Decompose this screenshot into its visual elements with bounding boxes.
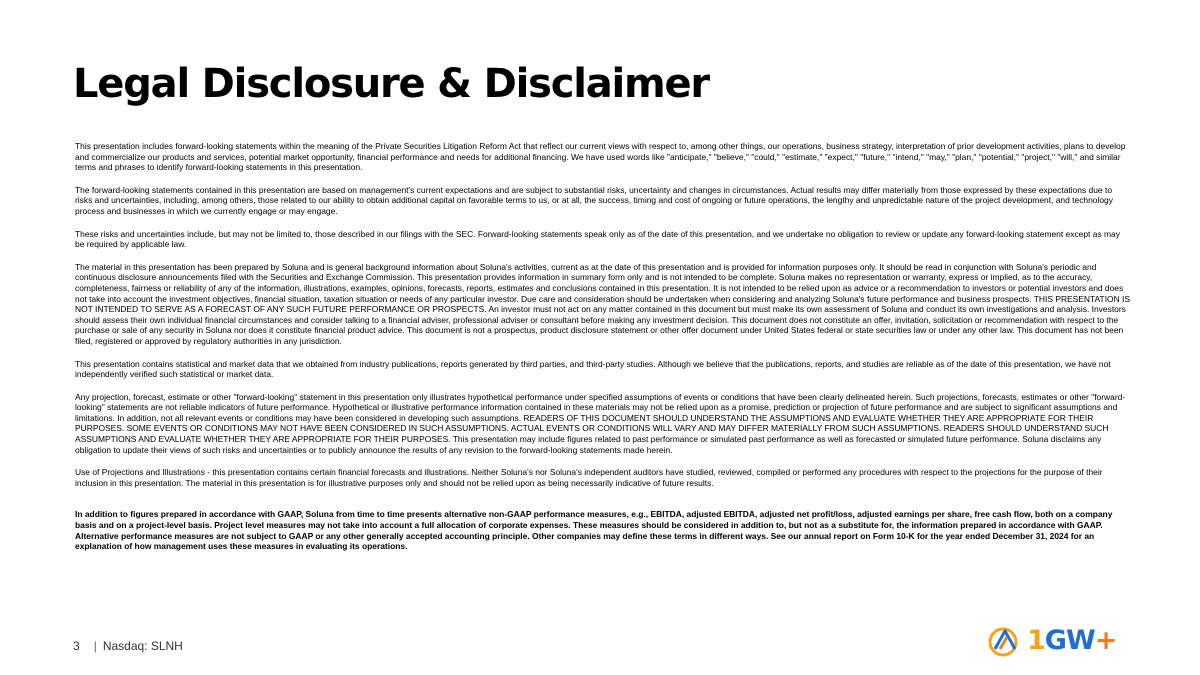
paragraph-illustrations: Use of Projections and Illustrations - this presentation contains certain financial forecasts and illustrations. Neither Soluna's nor Soluna's independent auditors have studied, reviewed, compiled or performed any procedures with respect to the projections for the purpose of their inclusion in this presentation. The material in this presentation is for illustrative purposes only and should not be relied upon as being necessarily indicative of future results. [75,467,1103,488]
footer-separator: | [93,639,97,653]
paragraph-risks: The forward-looking statements contained in this presentation are based on management's current expectations and are subject to substantial risks, uncertainty and changes in circumstances. Actual results may differ materially from those expressed by these expectations due to risks and uncertainties, including, among others, those related to our ability to obtain additional capital on favorable terms to us, or at all, the success, timing and cost of ongoing or future operations, the lengthy and unpredictable nature of the project development, and technology process and businesses in which we currently engage or may engage. [75,184,1113,216]
page-number: 3 [73,639,80,653]
page-title: Legal Disclosure & Disclaimer [73,61,709,107]
paragraph-projections: Any projection, forecast, estimate or other "forward-looking" statement in this presentation only illustrates hypothetical performance under specified assumptions of events or conditions that have been clearly delineated herein. Such projections, forecasts, estimates or other "forward-looking" statements are not reliable indicators of future performance. Hypothetical or illustrative performance information contained in these materials may not be relied upon as a promise, prediction or projection of future performance and are subject to significant assumptions and limitations. In addition, not all relevant events or conditions may have been considered in developing such assumptions. READERS OF THIS DOCUMENT SHOULD UNDERSTAND THE ASSUMPTIONS AND EVALUATE WHETHER THEY ARE APPROPRIATE FOR THEIR PURPOSES. SOME EVENTS OR CONDITIONS MAY NOT HAVE BEEN CONSIDERED IN SUCH ASSUMPTIONS. ACTUAL EVENTS OR CONDITIONS WILL VARY AND MAY DIFFER MATERIALLY FROM SUCH ASSUMPTIONS. READERS SHOULD UNDERSTAND SUCH ASSUMPTIONS AND EVALUATE WHETHER THEY ARE APPROPRIATE FOR THEIR PURPOSES. This presentation may include figures related to past performance or simulated past performance as well as forecasted or simulated future performance. Soluna disclaims any obligation to update their views of such risks and uncertainties or to publicly announce the results of any revision to the forward-looking statements made herein. [75,391,1126,455]
paragraph-non-gaap: In addition to figures prepared in accordance with GAAP, Soluna from time to time presents alternative non-GAAP performance measures, e.g., EBITDA, adjusted EBITDA, adjusted net profit/loss, adjusted earnings per share, free cash flow, both on a company basis and on a project-level basis. Project level measures may not take into account a full allocation of corporate expenses. These measures should be considered in addition to, but not as a substitute for, the information prepared in accordance with GAAP. Alternative performance measures are not subject to GAAP or any other generally accepted accounting principle. Other companies may define these terms in different ways. See our annual report on Form 10-K for the year ended December 31, 2024 for an explanation of how management uses these measures in evaluating its operations. [75,509,1113,552]
paragraph-sec-filings: These risks and uncertainties include, but may not be limited to, those described in our filings with the SEC. Forward-looking statements speak only as of the date of this presentation, and we undertake no obligation to review or update any forward-looking statement except as may be required by applicable law. [75,228,1120,250]
logo-text-1: 1 [1027,625,1045,656]
paragraph-market-data: This presentation contains statistical and market data that we obtained from industry publications, reports generated by third parties, and third-party studies. Although we believe that the publications, reports, and studies are reliable as of the date of this presentation, we have not independently verified such statistical or market data. [75,358,1111,380]
logo-text-gw: GW [1044,625,1095,656]
soluna-mark-icon [987,623,1025,659]
disclaimer-body [75,141,1131,564]
company-logo [987,623,1132,659]
ticker-label: Nasdaq: SLNH [102,639,183,653]
logo-text-plus: + [1094,625,1117,656]
logo-wordmark [1027,623,1116,659]
paragraph-forward-looking: This presentation includes forward-looking statements within the meaning of the Private Securities Litigation Reform Act that reflect our current views with respect to, among other things, our operations, business strategy, interpretation of prior development activities, plans to develop and commercialize our products and services, potential market opportunity, financial performance and needs for additional financing. We have used words like "anticipate," "believe," "could," "estimate," "expect," "future," "intend," "may," "plan," "potential," "project," "will," and similar terms and phrases to identify forward-looking statements in this presentation. [75,141,1126,173]
slide-footer [73,639,183,653]
paragraph-material: The material in this presentation has been prepared by Soluna and is general background information about Soluna's activities, current as at the date of this presentation and is provided for information purposes only. It should be read in conjunction with Soluna's periodic and continuous disclosure announcements filed with the Securities and Exchange Commission. This presentation provides information in summary form only and is not intended to be complete. Soluna makes no representation or warranty, express or implied, as to the accuracy, completeness, fairness or reliability of any of the information, illustrations, examples, opinions, forecasts, reports, estimates and conclusions contained in this presentation. It is not intended to be relied upon as advice or a recommendation to investors or potential investors and does not take into account the investment objectives, financial situation, taxation situation or needs of any particular investor. Due care and consideration should be undertaken when considering and analyzing Soluna's future performance and business prospects. THIS PRESENTATION IS NOT INTENDED TO SERVE AS A FORECAST OF ANY SUCH FUTURE PERFORMANCE OR PROSPECTS. An investor must not act on any matter contained in this document but must make its own assessment of Soluna and conduct its own investigations and analysis. Investors should assess their own individual financial circumstances and consider talking to a financial adviser, professional adviser or consultant before making any investment decision. This document does not constitute an offer, invitation, solicitation or recommendation with respect to the purchase or sale of any security in Soluna nor does it constitute financial product advice. This document is not a prospectus, product disclosure statement or other offer document under United States federal or state securities law or under any other law. This document has not been filed, registered or approved by regulatory authorities in any jurisdiction. [75,261,1131,346]
